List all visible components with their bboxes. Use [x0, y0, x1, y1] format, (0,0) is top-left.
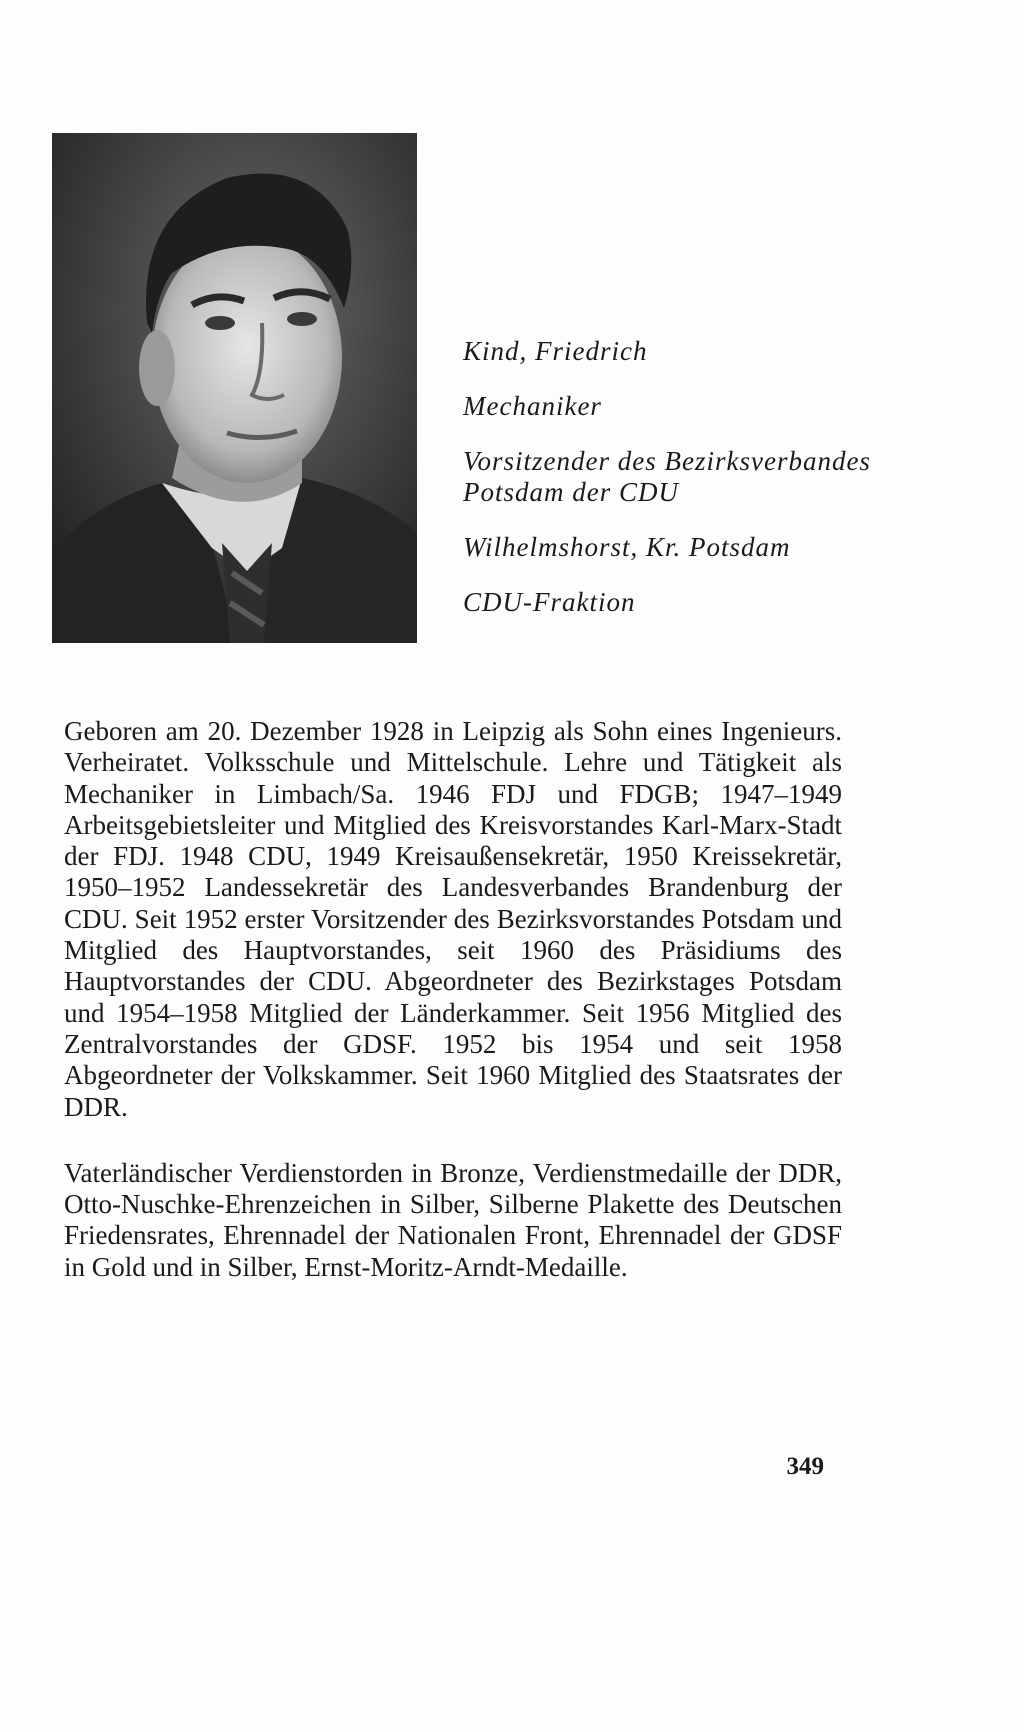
biography-text: Geboren am 20. Dezember 1928 in Leipzig als Sohn eines Ingenieurs. Verheiratet. Volksschule und Mittelschule. Lehre und Tätigkeit als Mechaniker in Limbach/Sa. 1946 FDJ und FDGB; 1947–1949 Arbeitsgebietsleiter und Mitglied des Kreisvorstandes Karl-Marx-Stadt der FDJ. 1948 CDU, 1949 Kreisaußensekretär, 1950 Kreissekretär, 1950–1952 Landessekretär des Landesverbandes Brandenburg der CDU. Seit 1952 erster Vorsitzender des Bezirksvorstandes Potsdam und Mitglied des Hauptvorstandes, seit 1960 des Präsidiums des Hauptvorstandes der CDU. Abgeordneter des Bezirkstages Potsdam und 1954–1958 Mitglied der Länderkammer. Seit 1956 Mitglied des Zentralvorstandes der GDSF. 1952 bis 1954 und seit 1958 Abgeordneter der Volkskammer. Seit 1960 Mitglied des Staatsrates der DDR. [64, 716, 842, 1122]
caption-block [463, 336, 883, 642]
person-occupation: Mechaniker [463, 391, 602, 421]
awards-text: Vaterländischer Verdienstorden in Bronze, Verdienstmedaille der DDR, Otto-Nuschke-Ehrenzeichen in Silber, Silberne Plakette des Deutschen Friedensrates, Ehrennadel der Nationalen Front, Ehrennadel der GDSF in Gold und in Silber, Ernst-Moritz-Arndt-Medaille. [64, 1157, 842, 1282]
page-number: 349 [786, 1453, 824, 1480]
person-residence: Wilhelmshorst, Kr. Potsdam [463, 532, 791, 562]
portrait-photo [52, 133, 417, 643]
biography-section [64, 716, 842, 1283]
person-position: Vorsitzender des Bezirksverbandes Potsdam der CDU [463, 446, 871, 507]
portrait-illustration [52, 133, 417, 643]
person-name: Kind, Friedrich [463, 336, 648, 366]
person-faction: CDU-Fraktion [463, 587, 636, 617]
